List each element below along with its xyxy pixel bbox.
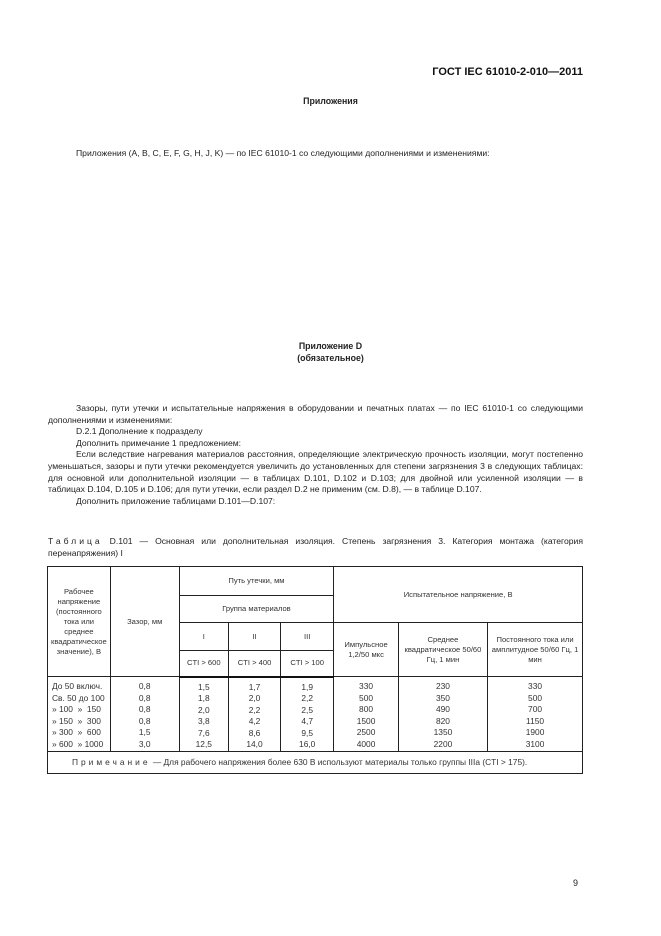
table-cell: » 150 » 300 xyxy=(52,715,101,726)
table-cell: 1,5 xyxy=(197,681,210,692)
annexes-title: Приложения xyxy=(303,96,358,106)
group-3: III xyxy=(281,623,334,651)
table-cell: 230 xyxy=(435,681,450,691)
table-cell: 820 xyxy=(435,715,450,726)
table-cell: 1900 xyxy=(525,727,545,738)
paragraph: D.2.1 Дополнение к подразделу xyxy=(76,426,203,437)
table-cell: 1350 xyxy=(433,727,453,738)
table-cell: 2,0 xyxy=(248,693,261,704)
table-cell: 490 xyxy=(435,704,450,715)
table-cell: 1150 xyxy=(526,715,545,726)
note-label: Примечание xyxy=(72,757,151,768)
table-cell: 16,0 xyxy=(299,739,316,750)
table-cell: 7,6 xyxy=(197,727,210,738)
header-dc: Постоянного тока или амплитудное 50/60 Гц, 1 мин xyxy=(488,623,583,677)
table-cell: Св. 50 до 100 xyxy=(52,692,105,703)
header-clearance: Зазор, мм xyxy=(110,567,179,677)
table-cell: 2500 xyxy=(356,727,376,738)
table-cell: 1,7 xyxy=(248,681,261,692)
header-test-voltage: Испытательное напряжение, В xyxy=(334,567,583,623)
annex-d-title: Приложение D xyxy=(298,341,363,351)
table-cell: 4,7 xyxy=(301,716,314,727)
table-caption-text: D.101 — Основная или дополнительная изоляция. Степень загрязнения 3. Категория монтажа (категория перенапряжения) I xyxy=(48,536,583,558)
table-caption xyxy=(48,536,583,559)
table-cell: 3100 xyxy=(525,738,545,749)
table-cell: 0,8 xyxy=(138,704,151,715)
table-cell: 2,5 xyxy=(301,704,314,715)
paragraph: Дополнить приложение таблицами D.101—D.107: xyxy=(76,495,276,506)
table-cell: » 300 » 600 xyxy=(52,727,101,738)
annexes-text: Приложения (A, B, C, E, F, G, H, J, K) — по IEC 61010-1 со следующими дополнениями и изменениями: xyxy=(76,148,490,158)
paragraph: Если вследствие нагревания материалов расстояния, определяющие электрическую прочность изоляции, могут постепенно уменьшаться, зазоры и пути утечки рекомендуется увеличить до установленных для степени загрязнения 3 в следующих таблицах: для основной или дополнительной изоляции — в таблицах D.101, D.102 и D.103; для двойной или усиленной изоляции — в таблицах D.104, D.105 и D.106; для пути утечки, если раздел D.2 не применим (см. D.8), — в таблице D.107. xyxy=(48,449,583,495)
cti-2: CTI > 400 xyxy=(228,651,280,677)
table-cell: 14,0 xyxy=(246,739,263,750)
group-2: II xyxy=(228,623,280,651)
note-text: — Для рабочего напряжения более 630 В используют материалы только группы IIIa (CTI > 175). xyxy=(152,757,528,768)
table-cell: 800 xyxy=(359,704,374,715)
table-cell: » 600 » 1000 xyxy=(52,738,104,749)
table-cell: 8,6 xyxy=(248,727,261,738)
table-row xyxy=(48,677,583,752)
table-d101 xyxy=(47,566,583,774)
cti-1: CTI > 600 xyxy=(179,651,228,677)
table-cell: 350 xyxy=(435,692,450,703)
table-cell: 1500 xyxy=(356,715,376,726)
table-cell: 500 xyxy=(528,692,543,703)
annex-d-subtitle: (обязательное) xyxy=(297,353,364,363)
page-number: 9 xyxy=(573,878,579,888)
paragraph: Зазоры, пути утечки и испытательные напряжения в оборудовании и печатных платах — по IEC 61010-1 со следующими дополнениями и изменениями: xyxy=(48,403,583,425)
header-creepage: Путь утечки, мм xyxy=(179,567,334,596)
table-cell: 330 xyxy=(359,681,374,691)
table-cell: 2200 xyxy=(433,738,453,749)
table-cell: 3,0 xyxy=(138,738,151,749)
table-note xyxy=(48,752,583,774)
table-cell: 2,0 xyxy=(197,704,210,715)
table-cell: 330 xyxy=(528,681,543,691)
table-cell: 0,8 xyxy=(138,692,151,703)
table-cell: 9,5 xyxy=(301,727,314,738)
table-cell: 700 xyxy=(528,704,543,715)
table-cell: 1,8 xyxy=(197,693,210,704)
table-cell: 2,2 xyxy=(301,693,314,704)
table-cell: » 100 » 150 xyxy=(52,704,101,715)
table-cell: До 50 включ. xyxy=(52,681,103,691)
header-group: Группа материалов xyxy=(179,596,334,623)
annex-d-body xyxy=(48,403,583,507)
table-cell: 4000 xyxy=(356,738,376,749)
cti-3: CTI > 100 xyxy=(281,651,334,677)
table-cell: 12,5 xyxy=(195,739,212,750)
table-cell: 1,9 xyxy=(301,681,314,692)
header-rms: Среднее квадратическое 50/60 Гц, 1 мин xyxy=(398,623,487,677)
header-voltage: Рабочее напряжение (постоянного тока или среднее квадратическое значение), В xyxy=(48,567,111,677)
table-cell: 500 xyxy=(359,692,374,703)
group-1: I xyxy=(179,623,228,651)
paragraph: Дополнить примечание 1 предложением: xyxy=(76,437,242,448)
table-cell: 0,8 xyxy=(138,681,151,691)
table-cell: 4,2 xyxy=(248,716,261,727)
table-cell: 3,8 xyxy=(197,716,210,727)
table-cell: 1,5 xyxy=(138,727,151,738)
table-caption-label: Таблица xyxy=(48,536,103,546)
table-cell: 0,8 xyxy=(138,715,151,726)
header-impulse: Импульсное 1,2/50 мкс xyxy=(334,623,399,677)
table-cell: 2,2 xyxy=(248,704,261,715)
document-header: ГОСТ IEC 61010-2-010—2011 xyxy=(432,66,583,78)
